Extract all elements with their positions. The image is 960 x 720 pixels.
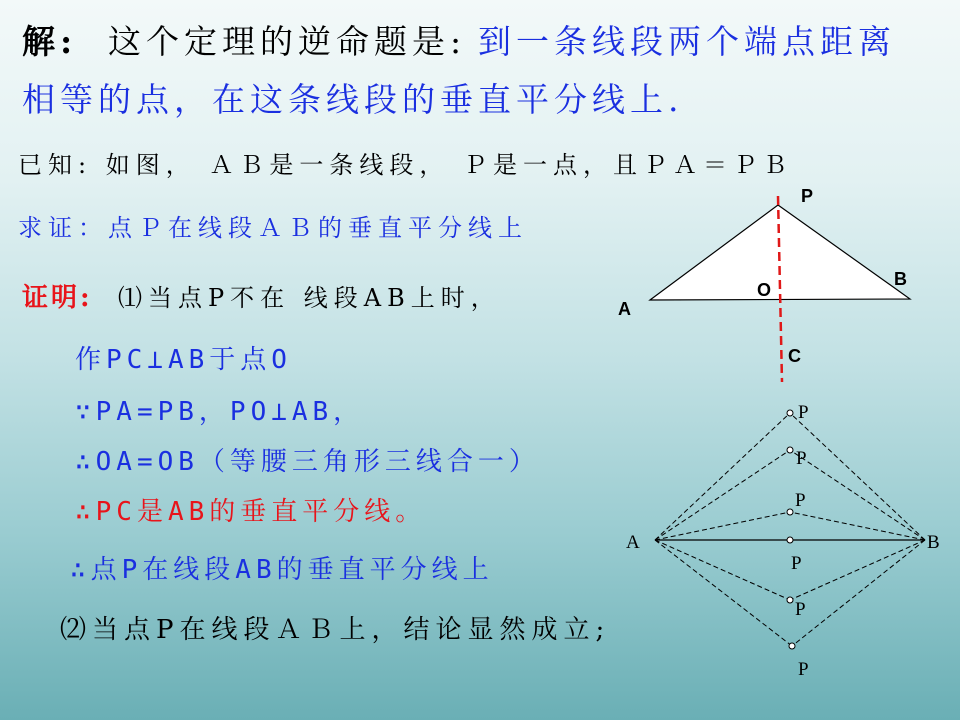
fig1-label-c: C: [788, 346, 801, 366]
fig2-label-b: B: [927, 532, 940, 553]
point-p2: [787, 447, 793, 453]
proof-conclusion: ∴点P在线段AB的垂直平分线上: [70, 555, 494, 585]
to-prove-text: 求证：点Ｐ在线段ＡＢ的垂直平分线上: [18, 214, 528, 242]
point-p1: [787, 410, 793, 416]
dashed-line-a-p6: [655, 540, 792, 646]
fig1-label-a: A: [618, 299, 631, 319]
case1-text: ⑴当点P不在 线段AB上时，: [118, 284, 501, 312]
proof-step-3: ∴OA=OB（等腰三角形三线合一）: [75, 447, 540, 477]
proof-step-4: ∴PC是AB的垂直平分线。: [75, 497, 427, 527]
solution-label: 解:: [22, 22, 78, 61]
fig1-label-p: P: [801, 186, 814, 206]
point-p5: [787, 597, 793, 603]
figure-2-locus: [655, 410, 925, 649]
dashed-line-a-p1: [655, 413, 790, 540]
proof-step-2: ∵PA=PB，PO⊥AB，: [75, 397, 365, 427]
proof-step-1: 作PC⊥AB于点O: [75, 345, 292, 375]
proof-label: 证明:: [22, 283, 93, 313]
dashed-line-b-p6: [792, 540, 925, 646]
fig2-label-p3: P: [795, 490, 806, 511]
case2-text: ⑵当点P在线段ＡＢ上，结论显然成立;: [60, 615, 611, 645]
point-p3: [787, 509, 793, 515]
point-p6: [789, 643, 795, 649]
point-p4: [787, 537, 793, 543]
fig1-label-o: O: [757, 280, 772, 300]
figure-1-triangle: [618, 186, 910, 382]
fig2-label-p4: P: [791, 553, 802, 574]
fig2-label-a: A: [626, 532, 640, 553]
converse-statement-part1: 到一条线段两个端点距离: [478, 22, 896, 61]
point-markers: [787, 410, 795, 649]
fig2-label-p1: P: [798, 402, 809, 423]
converse-statement-part2: 相等的点，在这条线段的垂直平分线上.: [22, 80, 684, 119]
converse-lead-text: 这个定理的逆命题是:: [108, 22, 467, 61]
fig2-label-p5: P: [795, 599, 806, 620]
dashed-line-b-p5: [790, 540, 925, 600]
given-text: 已知: 如图， ＡＢ是一条线段， Ｐ是一点，且ＰＡ＝ＰＢ: [18, 151, 793, 179]
fig2-label-p6: P: [798, 659, 809, 680]
dashed-line-b-p1: [790, 413, 925, 540]
fig2-label-p2: P: [796, 448, 807, 469]
fig1-label-b: B: [894, 269, 907, 289]
dashed-line-a-p5: [655, 540, 790, 600]
